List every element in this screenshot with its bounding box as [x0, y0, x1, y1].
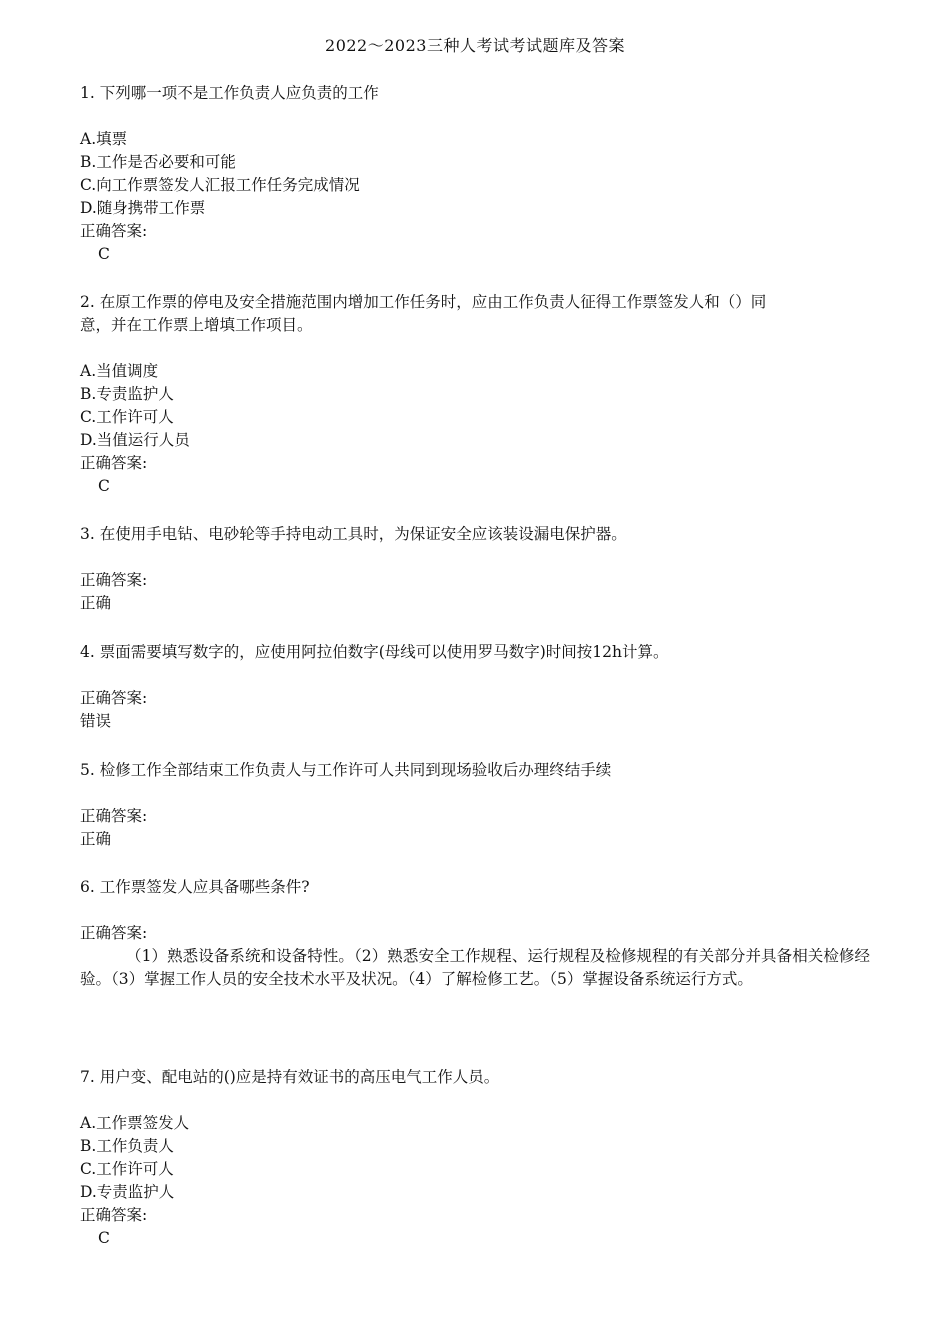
answer-label: 正确答案: [80, 571, 148, 589]
option-d: D.当值运行人员 [80, 431, 190, 449]
question-4 [80, 641, 870, 733]
document-title: 2022～2023三种人考试考试题库及答案 [325, 36, 625, 55]
answer-value: 正确 [80, 830, 112, 848]
question-stem-line-2: 意，并在工作票上增填工作项目。 [80, 316, 313, 334]
question-2 [80, 291, 870, 498]
question-stem: 3. 在使用手电钻、电砂轮等手持电动工具时，为保证安全应该装设漏电保护器。 [80, 525, 627, 543]
answer-label: 正确答案: [80, 807, 148, 825]
option-b: B.专责监护人 [80, 385, 174, 403]
answer-value: C [98, 245, 110, 263]
answer-value: 正确 [80, 594, 112, 612]
option-c: C.工作许可人 [80, 408, 174, 426]
question-stem: 6. 工作票签发人应具备哪些条件? [80, 878, 310, 896]
answer-label: 正确答案: [80, 454, 148, 472]
question-stem: 5. 检修工作全部结束工作负责人与工作许可人共同到现场验收后办理终结手续 [80, 761, 612, 779]
question-stem: 4. 票面需要填写数字的，应使用阿拉伯数字(母线可以使用罗马数字)时间按12h计算。 [80, 643, 669, 661]
option-a: A.工作票签发人 [80, 1114, 190, 1132]
answer-label: 正确答案: [80, 924, 148, 942]
option-b: B.工作是否必要和可能 [80, 153, 236, 171]
question-3 [80, 523, 870, 615]
answer-label: 正确答案: [80, 1206, 148, 1224]
question-5 [80, 759, 870, 851]
answer-value: C [98, 477, 110, 495]
option-a: A.当值调度 [80, 362, 159, 380]
option-c: C.工作许可人 [80, 1160, 174, 1178]
question-stem: 1. 下列哪一项不是工作负责人应负责的工作 [80, 84, 379, 102]
option-c: C.向工作票签发人汇报工作任务完成情况 [80, 176, 360, 194]
answer-paragraph: （1）熟悉设备系统和设备特性。（2）熟悉安全工作规程、运行规程及检修规程的有关部分并具备相关检修经验。（3）掌握工作人员的安全技术水平及状况。（4）了解检修工艺。（5）掌握设备系统运行方式。 [80, 947, 870, 988]
question-1 [80, 82, 870, 266]
option-d: D.随身携带工作票 [80, 199, 206, 217]
answer-label: 正确答案: [80, 222, 148, 240]
option-a: A.填票 [80, 130, 128, 148]
answer-label: 正确答案: [80, 689, 148, 707]
answer-value: C [98, 1229, 110, 1247]
option-b: B.工作负责人 [80, 1137, 174, 1155]
question-stem-line-1: 2. 在原工作票的停电及安全措施范围内增加工作任务时，应由工作负责人征得工作票签发人和（）同 [80, 293, 767, 311]
question-6 [80, 876, 870, 990]
option-d: D.专责监护人 [80, 1183, 175, 1201]
question-7 [80, 1066, 870, 1250]
question-stem: 7. 用户变、配电站的()应是持有效证书的高压电气工作人员。 [80, 1068, 500, 1086]
answer-value: 错误 [80, 712, 112, 730]
